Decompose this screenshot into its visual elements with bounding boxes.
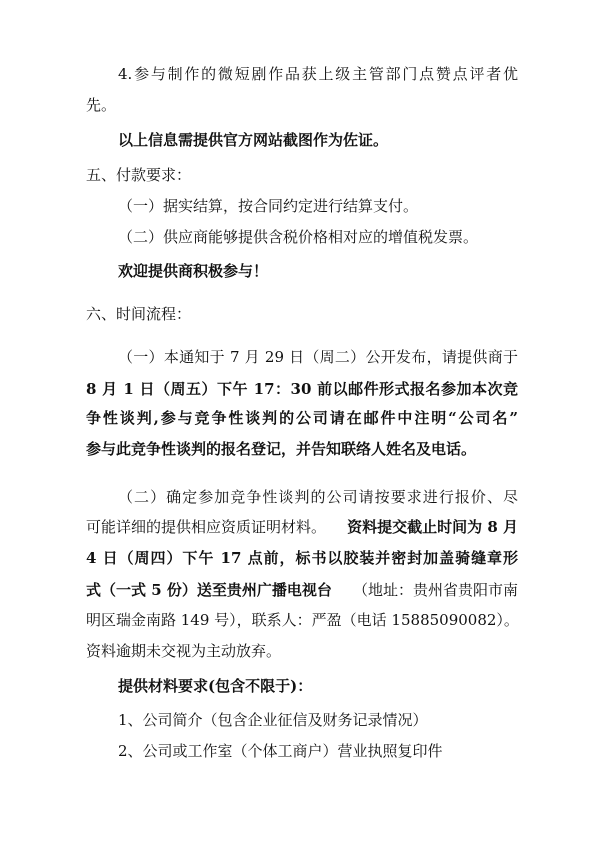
timeline-item2-line2-bold: 资料提交截止时间为 8 月 <box>347 518 518 536</box>
welcome-note: 欢迎提供商积极参与！ <box>118 262 269 280</box>
timeline-item2-line2 <box>86 517 518 537</box>
timeline-item2-line6: 资料逾期未交视为主动放弃。 <box>86 642 282 660</box>
timeline-item2-line4-plain: （地址：贵州省贵阳市南 <box>352 581 518 599</box>
materials-item2: 2、公司或工作室（个体工商户）营业执照复印件 <box>118 742 443 760</box>
timeline-item2-line2-plain: 可能详细的提供相应资质证明材料。 <box>86 518 327 536</box>
timeline-item2-line3: 4 日（周四）下午 17 点前，标书以胶装并密封加盖骑缝章形 <box>86 549 518 567</box>
section5-title: 五、付款要求： <box>86 166 192 184</box>
timeline-item2-line4 <box>86 580 518 600</box>
timeline-item2-line4-bold: 式（一式 5 份）送至贵州广播电视台 <box>86 581 332 599</box>
proof-note: 以上信息需提供官方网站截图作为佐证。 <box>118 131 389 149</box>
timeline-item1-line4: 参与此竞争性谈判的报名登记，并告知联络人姓名及电话。 <box>86 440 477 458</box>
timeline-item1-line3: 争性谈判,参与竞争性谈判的公司请在邮件中注明“公司名” <box>86 409 518 427</box>
pay-item1: （一）据实结算，按合同约定进行结算支付。 <box>118 197 419 215</box>
timeline-item2-line5: 明区瑞金南路 149 号），联系人：严盈（电话 15885090082）。 <box>86 611 519 629</box>
materials-item1: 1、公司简介（包含企业征信及财务记录情况） <box>118 711 428 729</box>
timeline-item1-line1: （一）本通知于 7 月 29 日（周二）公开发布，请提供商于 <box>118 348 518 366</box>
section6-title: 六、时间流程： <box>86 305 192 323</box>
item4-line2: 先。 <box>86 96 117 114</box>
timeline-item2-line1: （二）确定参加竞争性谈判的公司请按要求进行报价、尽 <box>118 488 518 506</box>
timeline-item1-line2: 8 月 1 日（周五）下午 17：30 前以邮件形式报名参加本次竞 <box>86 380 518 398</box>
pay-item2: （二）供应商能够提供含税价格相对应的增值税发票。 <box>118 228 479 246</box>
materials-title: 提供材料要求(包含不限于)： <box>118 677 313 695</box>
item4-line1: 4.参与制作的微短剧作品获上级主管部门点赞点评者优 <box>118 65 518 83</box>
